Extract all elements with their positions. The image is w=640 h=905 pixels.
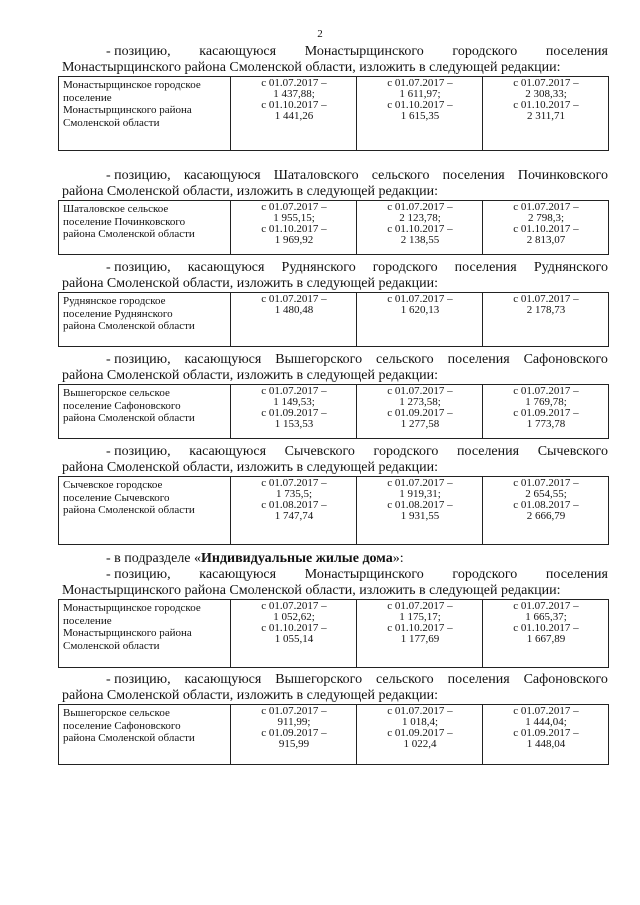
tariff-value-cell [483,705,609,765]
paragraph-word: - позицию, [106,168,171,183]
paragraph-word: - позицию, [106,444,171,459]
tariff-value-line: с 01.10.2017 – [387,99,453,111]
tariff-value-line: 1 955,15; [273,212,315,224]
tariff-value-cell [483,385,609,439]
settlement-name-cell [59,600,231,668]
instruction-paragraph [62,567,608,599]
tariff-value-cell [357,385,483,439]
paragraph-line: района Смоленской области, изложить в следующей редакции: [62,368,438,383]
tariff-value-cell [357,705,483,765]
settlement-name-line: района Смоленской области [63,412,195,424]
tariff-value-cell [231,77,357,151]
tariff-value-cell [483,201,609,255]
tariff-value-line: с 01.07.2017 – [261,77,327,89]
tariff-value-line: с 01.07.2017 – [387,201,453,213]
paragraph-word: - позицию, [106,44,171,59]
tariff-value-line: с 01.08.2017 – [261,499,327,511]
paragraph-word: Вышегорского [275,672,363,687]
tariff-value-line: 1 735,5; [275,488,313,500]
tariff-value-line: с 01.07.2017 – [513,600,579,612]
tariff-table [58,292,609,347]
tariff-value-line: 1 444,04; [525,716,567,728]
subsection-title: Индивидуальные жилые дома [201,551,393,566]
tariff-value-line: 1 931,55 [400,510,440,522]
tariff-value-cell [231,293,357,347]
tariff-value-line: с 01.10.2017 – [387,223,453,235]
settlement-name-line: района Смоленской области [63,228,195,240]
paragraph-line: Монастырщинского района Смоленской области, изложить в следующей редакции: [62,60,561,75]
paragraph-word: касающуюся [187,260,265,275]
settlement-name-cell [59,477,231,545]
paragraph-word: поселения [545,567,608,582]
settlement-name-cell [59,293,231,347]
tariff-value-line: 1 620,13 [400,304,440,316]
paragraph-word: поселения [454,260,517,275]
paragraph-word: - позицию, [106,260,171,275]
table-row [59,705,609,765]
paragraph-word: - позицию, [106,672,171,687]
paragraph-line [62,444,608,460]
paragraph-word: поселения [442,168,505,183]
tariff-value-cell [483,77,609,151]
tariff-value-line: 2 813,07 [526,234,566,246]
paragraph-word: сельского [376,672,434,687]
tariff-value-line: с 01.10.2017 – [261,223,327,235]
tariff-value-line: с 01.07.2017 – [387,293,453,305]
settlement-name-cell [59,77,231,151]
paragraph-word: Монастырщинского [304,567,424,582]
tariff-value-line: 911,99; [277,716,311,728]
tariff-value-cell [357,201,483,255]
paragraph-word: Шаталовского [273,168,359,183]
paragraph-line: района Смоленской области, изложить в следующей редакции: [62,460,438,475]
tariff-table [58,704,609,765]
tariff-value-line: 1 611,97; [399,88,441,100]
settlement-name-line: Монастырщинское городское [63,79,201,91]
position-block [0,44,640,151]
tariff-value-line: с 01.09.2017 – [387,407,453,419]
settlement-name-line: Шаталовское сельское [63,203,169,215]
settlement-name-line: Руднянское городское [63,295,166,307]
tariff-value-line: с 01.07.2017 – [513,201,579,213]
tariff-value-line: 1 615,35 [400,110,440,122]
settlement-name-line: Монастырщинское городское [63,602,201,614]
tariff-value-line: с 01.09.2017 – [261,407,327,419]
settlement-name-line: района Смоленской области [63,504,195,516]
tariff-value-line: с 01.07.2017 – [513,385,579,397]
paragraph-word: поселения [447,352,510,367]
table-row [59,477,609,545]
tariff-value-cell [231,477,357,545]
paragraph-word: городского [452,567,518,582]
settlement-name-line: Сычевское городское [63,479,163,491]
paragraph-word: - позицию, [106,567,171,582]
tariff-value-line: 1 175,17; [399,611,441,623]
tariff-value-line: 1 448,04 [526,738,566,750]
settlement-name-line: поселение Починковского [63,215,186,228]
paragraph-word: сельского [376,352,434,367]
settlement-name-line: Вышегорское сельское [63,707,170,719]
tariff-value-line: 1 437,88; [273,88,315,100]
tariff-value-line: с 01.10.2017 – [261,99,327,111]
tariff-value-cell [357,477,483,545]
tariff-value-line: с 01.07.2017 – [513,293,579,305]
tariff-value-line: 1 441,26 [274,110,314,122]
position-block [0,260,640,347]
settlement-name-line: района Смоленской области [63,320,195,332]
tariff-value-line: с 01.07.2017 – [513,77,579,89]
tariff-value-cell [357,77,483,151]
tariff-value-line: с 01.08.2017 – [513,499,579,511]
paragraph-word: касающуюся [199,567,277,582]
paragraph-word: касающуюся [184,352,262,367]
tariff-value-line: 2 311,71 [526,110,566,122]
paragraph-word: городского [372,260,438,275]
tariff-value-line: с 01.09.2017 – [387,727,453,739]
tariff-value-line: с 01.07.2017 – [387,385,453,397]
position-block [0,168,640,255]
tariff-table [58,76,609,151]
subsection-prefix: - в подразделе « [106,551,202,566]
tariff-value-line: с 01.07.2017 – [261,705,327,717]
paragraph-line: района Смоленской области, изложить в следующей редакции: [62,184,438,199]
tariff-value-line: с 01.07.2017 – [387,77,453,89]
tariff-value-line: с 01.07.2017 – [513,705,579,717]
paragraph-word: Починковского [517,168,608,183]
settlement-name-line: поселение [63,91,112,104]
position-block [0,352,640,439]
tariff-value-line: с 01.08.2017 – [387,499,453,511]
tariff-value-cell [231,600,357,668]
tariff-value-line: с 01.09.2017 – [513,727,579,739]
settlement-name-line: поселение Сафоновского [63,399,181,412]
paragraph-word: поселения [545,44,608,59]
paragraph-word: поселения [457,444,520,459]
subsection-line [62,551,640,567]
tariff-value-line: 1 747,74 [274,510,314,522]
tariff-value-line: 1 018,4; [401,716,439,728]
paragraph-line: района Смоленской области, изложить в следующей редакции: [62,688,438,703]
tariff-value-line: 1 273,58; [399,396,441,408]
paragraph-word: Монастырщинского [304,44,424,59]
tariff-value-line: с 01.10.2017 – [261,622,327,634]
position-block [0,567,640,668]
table-row [59,201,609,255]
paragraph-word: городского [373,444,439,459]
tariff-value-line: с 01.07.2017 – [261,293,327,305]
settlement-name-line: поселение [63,614,112,627]
tariff-value-line: 1 667,89 [526,633,566,645]
tariff-value-cell [483,293,609,347]
tariff-value-line: 1 919,31; [399,488,441,500]
tariff-table [58,599,609,668]
tariff-value-line: с 01.10.2017 – [513,622,579,634]
tariff-value-line: с 01.07.2017 – [387,600,453,612]
settlement-name-line: поселение Сычевского [63,491,170,504]
paragraph-word: Сычевского [284,444,355,459]
tariff-value-line: с 01.09.2017 – [513,407,579,419]
paragraph-line [62,567,608,583]
tariff-value-line: 2 178,73 [526,304,566,316]
tariff-value-line: 1 480,48 [274,304,314,316]
settlement-name-line: Смоленской области [63,116,160,129]
settlement-name-line: Монастырщинского района [63,627,192,639]
page-number: 2 [317,28,323,40]
paragraph-line: Монастырщинского района Смоленской области, изложить в следующей редакции: [62,583,561,598]
subsection-suffix: »: [392,551,404,566]
paragraph-word: Руднянского [533,260,608,275]
position-block [0,444,640,545]
instruction-paragraph [62,444,608,476]
tariff-value-cell [483,477,609,545]
table-row [59,385,609,439]
paragraph-line [62,672,608,688]
tariff-value-line: 2 123,78; [399,212,441,224]
tariff-value-line: 1 769,78; [525,396,567,408]
settlement-name-line: поселение Сафоновского [63,719,181,732]
instruction-paragraph [62,168,608,200]
settlement-name-line: Вышегорское сельское [63,387,170,399]
paragraph-line [62,44,608,60]
table-row [59,293,609,347]
tariff-value-line: 1 022,4 [403,738,437,750]
paragraph-word: Сафоновского [523,352,608,367]
instruction-paragraph [62,260,608,292]
tariff-value-line: 1 149,53; [273,396,315,408]
tariff-value-line: 1 055,14 [274,633,314,645]
paragraph-word: городского [452,44,518,59]
subsection-heading [0,551,640,567]
tariff-value-line: 1 665,37; [525,611,567,623]
tariff-value-line: с 01.07.2017 – [261,477,327,489]
tariff-value-line: с 01.09.2017 – [261,727,327,739]
tariff-value-line: 915,99 [278,738,310,750]
paragraph-word: Руднянского [281,260,356,275]
tariff-value-line: 2 666,79 [526,510,566,522]
tariff-value-line: с 01.07.2017 – [387,705,453,717]
paragraph-word: касающуюся [199,44,277,59]
settlement-name-line: Монастырщинского района [63,104,192,116]
paragraph-word: касающуюся [183,168,261,183]
tariff-table [58,200,609,255]
settlement-name-line: Смоленской области [63,639,160,652]
paragraph-word: Сафоновского [523,672,608,687]
tariff-table [58,476,609,545]
tariff-value-cell [357,293,483,347]
instruction-paragraph [62,672,608,704]
tariff-value-line: 2 138,55 [400,234,440,246]
paragraph-word: поселения [447,672,510,687]
tariff-value-line: 1 773,78 [526,418,566,430]
settlement-name-line: района Смоленской области [63,732,195,744]
tariff-value-line: с 01.07.2017 – [261,201,327,213]
instruction-paragraph [62,352,608,384]
tariff-value-line: с 01.10.2017 – [513,99,579,111]
paragraph-word: - позицию, [106,352,171,367]
tariff-value-cell [231,705,357,765]
paragraph-word: Сычевского [537,444,608,459]
table-row [59,77,609,151]
settlement-name-cell [59,385,231,439]
tariff-value-cell [231,201,357,255]
tariff-value-cell [483,600,609,668]
settlement-name-cell [59,201,231,255]
settlement-name-line: поселение Руднянского [63,307,173,320]
paragraph-line: района Смоленской области, изложить в следующей редакции: [62,276,438,291]
tariff-value-line: 1 277,58 [400,418,440,430]
paragraph-word: сельского [371,168,430,183]
table-row [59,600,609,668]
tariff-value-line: с 01.10.2017 – [387,622,453,634]
tariff-value-line: 1 177,69 [400,633,440,645]
tariff-value-line: с 01.07.2017 – [261,600,327,612]
tariff-value-line: 1 052,62; [273,611,315,623]
paragraph-line [62,352,608,368]
tariff-value-cell [231,385,357,439]
tariff-table [58,384,609,439]
paragraph-word: Вышегорского [275,352,363,367]
tariff-value-line: с 01.10.2017 – [513,223,579,235]
tariff-value-line: 1 969,92 [274,234,314,246]
paragraph-line [62,168,608,184]
tariff-value-line: 1 153,53 [274,418,314,430]
settlement-name-cell [59,705,231,765]
paragraph-line [62,260,608,276]
tariff-value-line: с 01.07.2017 – [513,477,579,489]
tariff-value-line: с 01.07.2017 – [387,477,453,489]
paragraph-word: касающуюся [189,444,267,459]
tariff-value-line: 2 654,55; [525,488,567,500]
tariff-value-line: 2 308,33; [525,88,567,100]
tariff-value-line: с 01.07.2017 – [261,385,327,397]
position-block [0,672,640,765]
paragraph-word: касающуюся [184,672,262,687]
tariff-value-cell [357,600,483,668]
tariff-value-line: 2 798,3; [527,212,565,224]
instruction-paragraph [62,44,608,76]
